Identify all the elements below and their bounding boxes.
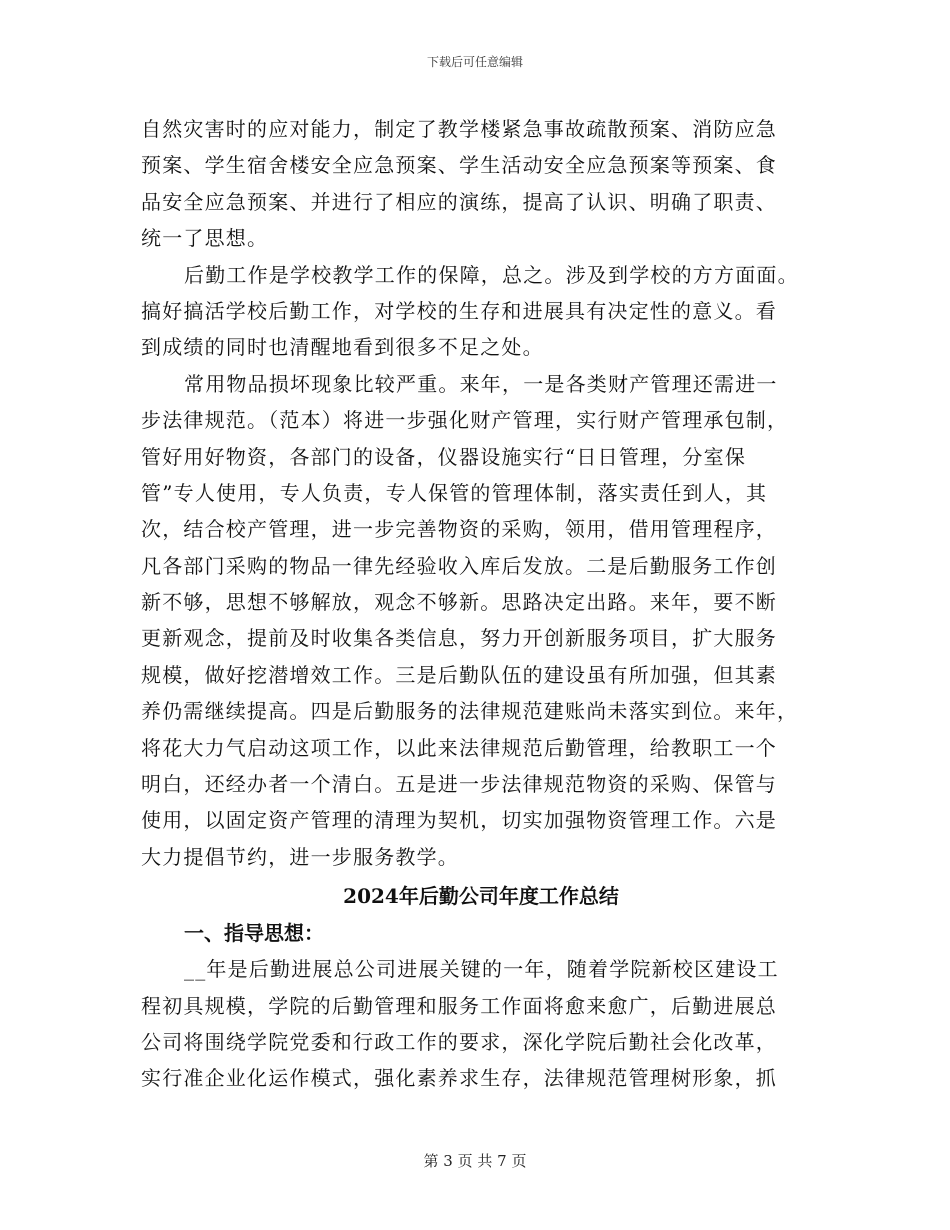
section-heading: 一、指导思想： [184,921,324,946]
text-line: 统一了思想。 [141,226,269,251]
text-line: 规模，做好挖潜增效工作。三是后勤队伍的建设虽有所加强，但其素 [141,662,777,687]
text-line: 程初具规模，学院的后勤管理和服务工作面将愈来愈广，后勤进展总 [141,993,777,1018]
text-line: 大力提倡节约，进一步服务教学。 [141,844,459,869]
text-line: 后勤工作是学校教学工作的保障，总之。涉及到学校的方方面面。 [184,262,799,287]
paragraph-1 [141,111,821,257]
paragraph-3 [141,366,821,875]
text-line: 新不够，思想不够解放，观念不够新。思路决定出路。来年，要不断 [141,590,777,615]
text-line: 品安全应急预案、并进行了相应的演练，提高了认识、明确了职责、 [141,189,777,214]
text-line: 次，结合校产管理，进一步完善物资的采购，领用，借用管理程序， [141,517,777,542]
paragraph-2 [141,257,821,366]
text-line: 养仍需继续提高。四是后勤服务的法律规范建账尚未落实到位。来年， [141,699,799,724]
paragraph-4 [141,951,821,1097]
page-footer: 第 3 页 共 7 页 [423,1152,527,1170]
text-line: 搞好搞活学校后勤工作，对学校的生存和进展具有决定性的意义。看 [141,298,777,323]
text-line: 明白，还经办者一个清白。五是进一步法律规范物资的采购、保管与 [141,772,777,797]
text-line: 管好用好物资，各部门的设备，仪器设施实行“日日管理，分室保 [141,444,747,469]
text-line: 自然灾害时的应对能力，制定了教学楼紧急事故疏散预案、消防应急 [141,117,777,141]
text-line: __年是后勤进展总公司进展关键的一年，随着学院新校区建设工 [184,957,779,982]
text-line: 实行准企业化运作模式，强化素养求生存，法律规范管理树形象，抓 [141,1066,777,1091]
text-line: 使用，以固定资产管理的清理为契机，切实加强物资管理工作。六是 [141,808,777,833]
text-line: 常用物品损坏现象比较严重。来年，一是各类财产管理还需进一 [184,371,778,396]
text-line: 预案、学生宿舍楼安全应急预案、学生活动安全应急预案等预案、食 [141,153,777,178]
text-line: 公司将围绕学院党委和行政工作的要求，深化学院后勤社会化改革， [141,1029,777,1054]
section-title: 2024年后勤公司年度工作总结 [343,884,619,909]
text-line: 凡各部门采购的物品一律先经验收入库后发放。二是后勤服务工作创 [141,553,777,578]
text-line: 步法律规范。（范本）将进一步强化财产管理，实行财产管理承包制， [141,408,789,433]
text-line: 到成绩的同时也清醒地看到很多不足之处。 [141,335,544,360]
text-line: 更新观念，提前及时收集各类信息，努力开创新服务项目，扩大服务 [141,626,777,651]
text-line: 将花大力气启动这项工作，以此来法律规范后勤管理，给教职工一个 [141,735,777,760]
page-header: 下载后可任意编辑 [426,55,523,69]
document-body [141,111,821,1097]
text-line: 管”专人使用，专人负责，专人保管的管理体制，落实责任到人，其 [141,480,768,505]
